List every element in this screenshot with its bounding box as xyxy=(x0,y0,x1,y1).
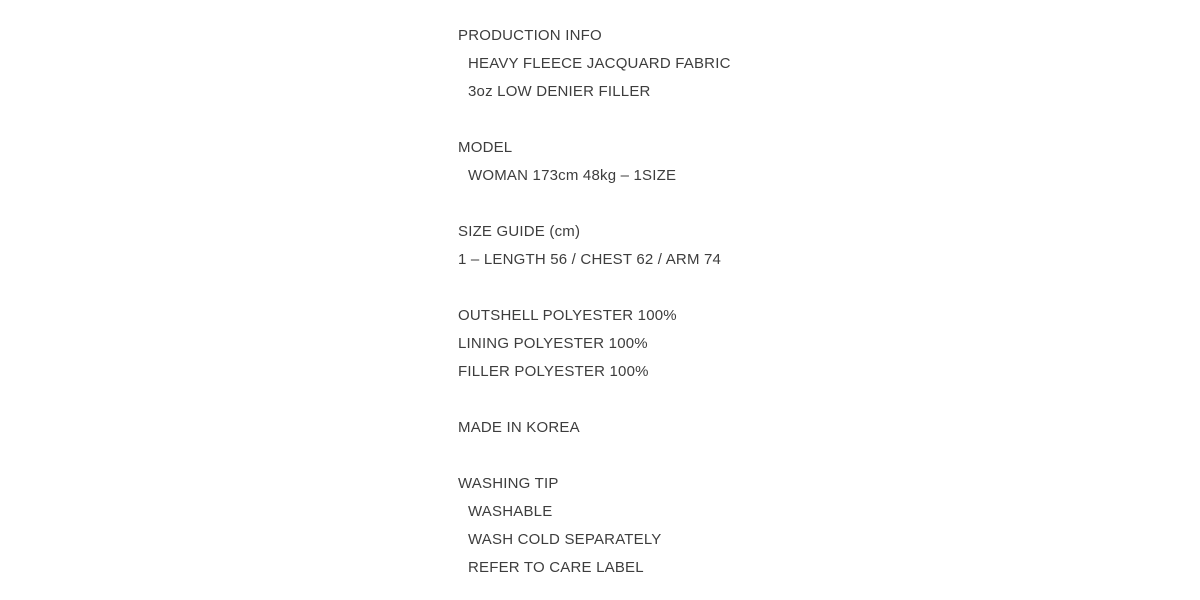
info-line: 3oz LOW DENIER FILLER xyxy=(468,83,651,100)
section-materials xyxy=(458,302,731,386)
product-info-text xyxy=(458,22,731,582)
info-line: OUTSHELL POLYESTER 100% xyxy=(458,307,677,324)
info-line: WOMAN 173cm 48kg – 1SIZE xyxy=(468,167,677,184)
section-size-guide xyxy=(458,218,731,274)
info-line: WASH COLD SEPARATELY xyxy=(468,531,662,548)
info-line: FILLER POLYESTER 100% xyxy=(458,363,649,380)
info-line: LINING POLYESTER 100% xyxy=(458,335,648,352)
section-model xyxy=(458,134,731,190)
info-line: MADE IN KOREA xyxy=(458,419,580,436)
info-line: 1 – LENGTH 56 / CHEST 62 / ARM 74 xyxy=(458,251,722,268)
section-production-info xyxy=(458,22,731,106)
info-line: HEAVY FLEECE JACQUARD FABRIC xyxy=(468,55,731,72)
section-origin xyxy=(458,414,731,442)
info-line: REFER TO CARE LABEL xyxy=(468,559,644,576)
section-washing-tip xyxy=(458,470,731,582)
section-heading: PRODUCTION INFO xyxy=(458,27,602,44)
section-heading: SIZE GUIDE (cm) xyxy=(458,223,581,240)
info-line: WASHABLE xyxy=(468,503,553,520)
section-heading: WASHING TIP xyxy=(458,475,559,492)
section-heading: MODEL xyxy=(458,139,513,156)
